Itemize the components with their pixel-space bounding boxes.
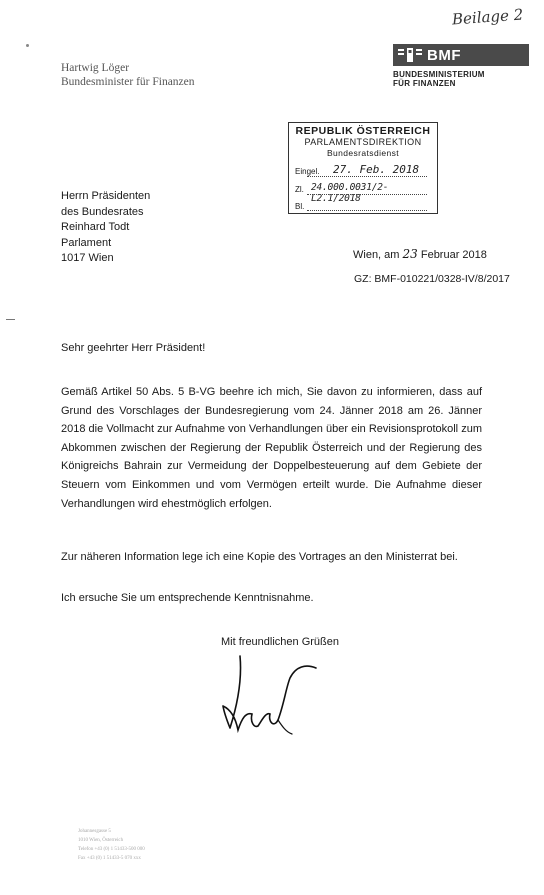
- receipt-stamp: [288, 122, 438, 214]
- logo-bar: [393, 44, 529, 66]
- date-prefix: Wien, am: [353, 249, 403, 261]
- handwritten-annotation: Beilage 2: [451, 5, 524, 29]
- scan-speck: [26, 44, 29, 47]
- sender-name: Hartwig Löger: [61, 62, 130, 74]
- stamp-line: [307, 176, 427, 177]
- stamp-title: REPUBLIK ÖSTERREICH: [295, 125, 431, 137]
- signature: [218, 648, 328, 740]
- sender-title: Bundesminister für Finanzen: [61, 76, 195, 88]
- stamp-number-value: 24.000.0031/2-L2.1/2018: [311, 182, 389, 204]
- date-suffix: Februar 2018: [417, 249, 487, 261]
- logo-abbreviation: BMF: [427, 46, 461, 64]
- recipient-line: 1017 Wien: [61, 252, 114, 264]
- bmf-logo: [393, 44, 529, 88]
- punch-mark: [6, 319, 15, 320]
- recipient-line: Herrn Präsidenten: [61, 190, 151, 202]
- logo-text-line2: FÜR FINANZEN: [393, 79, 456, 88]
- salutation: Sehr geehrter Herr Präsident!: [61, 342, 206, 354]
- closing-formula: Mit freundlichen Grüßen: [221, 636, 339, 648]
- stamp-number-label: Zl.: [295, 185, 304, 194]
- body-paragraph-2: Zur näheren Information lege ich eine Kopie des Vortrages an den Ministerrat bei.: [61, 551, 458, 563]
- date-day-handwritten: 23: [402, 247, 418, 261]
- eagle-emblem-icon: [398, 48, 422, 62]
- letter-footer: [78, 827, 145, 863]
- stamp-subtitle: PARLAMENTSDIREKTION: [304, 137, 422, 147]
- footer-line: 1010 Wien, Österreich: [78, 838, 124, 843]
- body-paragraph-1: Gemäß Artikel 50 Abs. 5 B-VG beehre ich mich, Sie davon zu informieren, dass auf Grund des Vorschlages der Bundesregierung vom 24. Jänner 2018 am 26. Jänner 2018 die Vollmacht zur Aufnahme von Verhandlungen über ein Revisionsprotokoll zum Abkommen zwischen der Regierung der Republik Österreich und der Regierung des Königreichs Bahrain zur Vermeidung der Doppelbesteuerung auf dem Gebiete der Steuern vom Einkommen und vom Vermögen erteilt wurde. Die Aufnahme dieser Verhandlungen wird ehestmöglich erfolgen.: [61, 386, 482, 510]
- reference-number: GZ: BMF-010221/0328-IV/8/2017: [354, 273, 510, 285]
- recipient-address: [61, 189, 150, 267]
- letter-date: [353, 247, 487, 261]
- stamp-line: [307, 210, 427, 211]
- footer-line: Telefon +43 (0) 1 51433-500 000: [78, 847, 145, 852]
- stamp-sheet-label: Bl.: [295, 202, 305, 211]
- stamp-received-date: 27. Feb. 2018: [333, 163, 420, 176]
- footer-line: Johannesgasse 5: [78, 829, 111, 834]
- stamp-department: Bundesratsdienst: [326, 148, 400, 158]
- body-paragraph-3: Ich ersuche Sie um entsprechende Kenntnisnahme.: [61, 592, 314, 604]
- footer-line: Fax +43 (0) 1 51433-5 070 xxx: [78, 856, 141, 861]
- recipient-line: Reinhard Todt: [61, 221, 130, 233]
- stamp-line: [307, 194, 427, 195]
- recipient-line: Parlament: [61, 236, 112, 249]
- stamp-received-label: Eingel.: [295, 167, 320, 176]
- recipient-line: des Bundesrates: [61, 205, 144, 218]
- logo-text-line1: BUNDESMINISTERIUM: [393, 70, 485, 79]
